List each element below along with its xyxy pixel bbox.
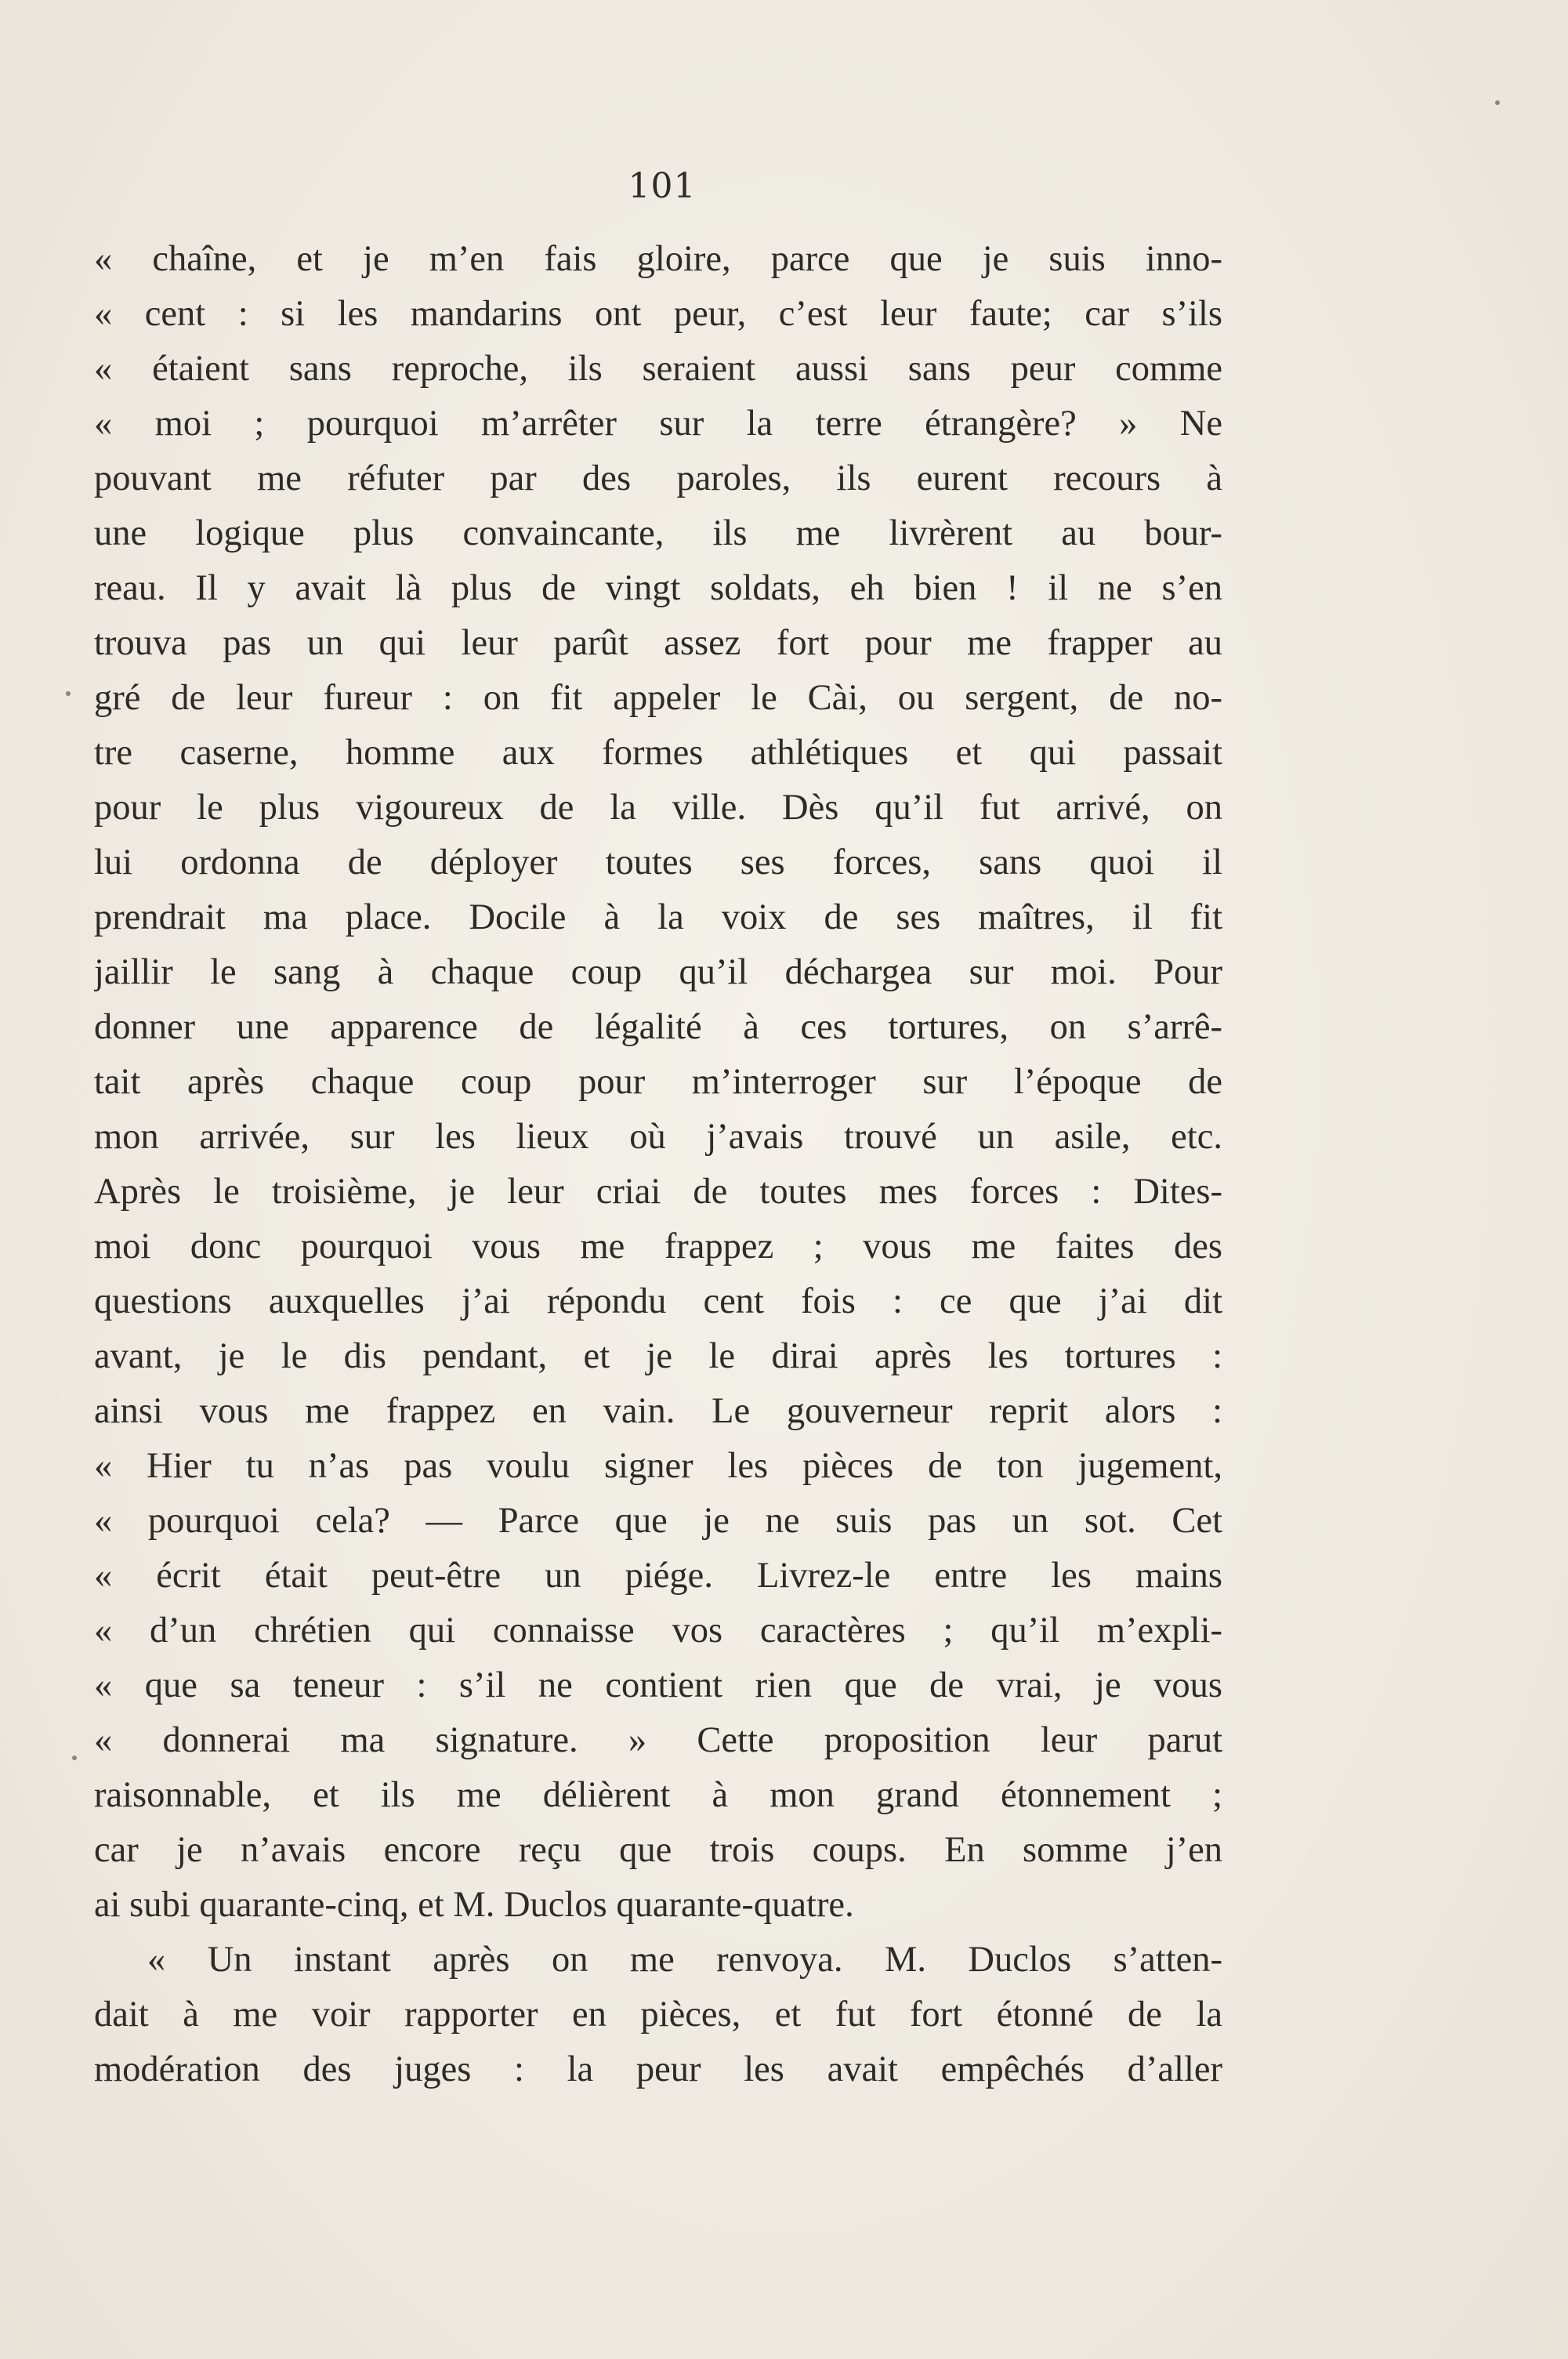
text-line: « que sa teneur : s’il ne contient rien que de vrai, je vous bbox=[94, 1665, 1222, 1705]
text-line: « écrit était peut-être un piége. Livrez-le entre les mains bbox=[94, 1556, 1222, 1596]
text-line: « donnerai ma signature. » Cette proposition leur parut bbox=[94, 1720, 1222, 1760]
text-line: lui ordonna de déployer toutes ses forces, sans quoi il bbox=[94, 842, 1222, 882]
text-line: avant, je le dis pendant, et je le dirai après les tortures : bbox=[94, 1336, 1222, 1376]
text-line: « chaîne, et je m’en fais gloire, parce que je suis inno- bbox=[94, 239, 1222, 279]
text-line: ainsi vous me frappez en vain. Le gouverneur reprit alors : bbox=[94, 1391, 1222, 1431]
text-line: une logique plus convaincante, ils me livrèrent au bour- bbox=[94, 513, 1222, 553]
text-line: trouva pas un qui leur parût assez fort pour me frapper au bbox=[94, 623, 1222, 663]
text-line: « d’un chrétien qui connaisse vos caractères ; qu’il m’expli- bbox=[94, 1611, 1222, 1651]
paragraph-end-line: ai subi quarante-cinq, et M. Duclos quarante-quatre. bbox=[94, 1885, 854, 1925]
text-line: dait à me voir rapporter en pièces, et fut fort étonné de la bbox=[94, 1995, 1222, 2035]
text-line: mon arrivée, sur les lieux où j’avais trouvé un asile, etc. bbox=[94, 1117, 1222, 1157]
paper-speck bbox=[1495, 100, 1500, 105]
paper-speck bbox=[72, 1756, 77, 1760]
text-line: car je n’avais encore reçu que trois coups. En somme j’en bbox=[94, 1830, 1222, 1870]
paragraph-start-line: « Un instant après on me renvoya. M. Duclos s’atten- bbox=[147, 1940, 1222, 1980]
body-text bbox=[94, 232, 1222, 2097]
text-line: tait après chaque coup pour m’interroger sur l’époque de bbox=[94, 1062, 1222, 1102]
paper-speck bbox=[66, 691, 71, 696]
text-line: « pourquoi cela? — Parce que je ne suis pas un sot. Cet bbox=[94, 1501, 1222, 1541]
text-line: « étaient sans reproche, ils seraient aussi sans peur comme bbox=[94, 349, 1222, 389]
text-line: jaillir le sang à chaque coup qu’il déchargea sur moi. Pour bbox=[94, 952, 1222, 992]
text-line: « Hier tu n’as pas voulu signer les pièces de ton jugement, bbox=[94, 1446, 1222, 1486]
text-line: modération des juges : la peur les avait empêchés d’aller bbox=[94, 2049, 1222, 2089]
text-line: « cent : si les mandarins ont peur, c’est leur faute; car s’ils bbox=[94, 294, 1222, 334]
text-line: Après le troisième, je leur criai de toutes mes forces : Dites- bbox=[94, 1172, 1222, 1212]
page-number: 101 bbox=[628, 166, 697, 206]
text-line: questions auxquelles j’ai répondu cent fois : ce que j’ai dit bbox=[94, 1281, 1222, 1321]
text-line: « moi ; pourquoi m’arrêter sur la terre étrangère? » Ne bbox=[94, 404, 1222, 444]
text-line: reau. Il y avait là plus de vingt soldats, eh bien ! il ne s’en bbox=[94, 568, 1222, 608]
text-line: donner une apparence de légalité à ces tortures, on s’arrê- bbox=[94, 1007, 1222, 1047]
text-line: pour le plus vigoureux de la ville. Dès qu’il fut arrivé, on bbox=[94, 788, 1222, 828]
text-line: prendrait ma place. Docile à la voix de ses maîtres, il fit bbox=[94, 897, 1222, 937]
text-line: tre caserne, homme aux formes athlétiques et qui passait bbox=[94, 733, 1222, 773]
text-line: pouvant me réfuter par des paroles, ils eurent recours à bbox=[94, 458, 1222, 498]
text-line: gré de leur fureur : on fit appeler le Cài, ou sergent, de no- bbox=[94, 678, 1222, 718]
text-line: raisonnable, et ils me délièrent à mon grand étonnement ; bbox=[94, 1775, 1222, 1815]
text-line: moi donc pourquoi vous me frappez ; vous me faites des bbox=[94, 1227, 1222, 1266]
